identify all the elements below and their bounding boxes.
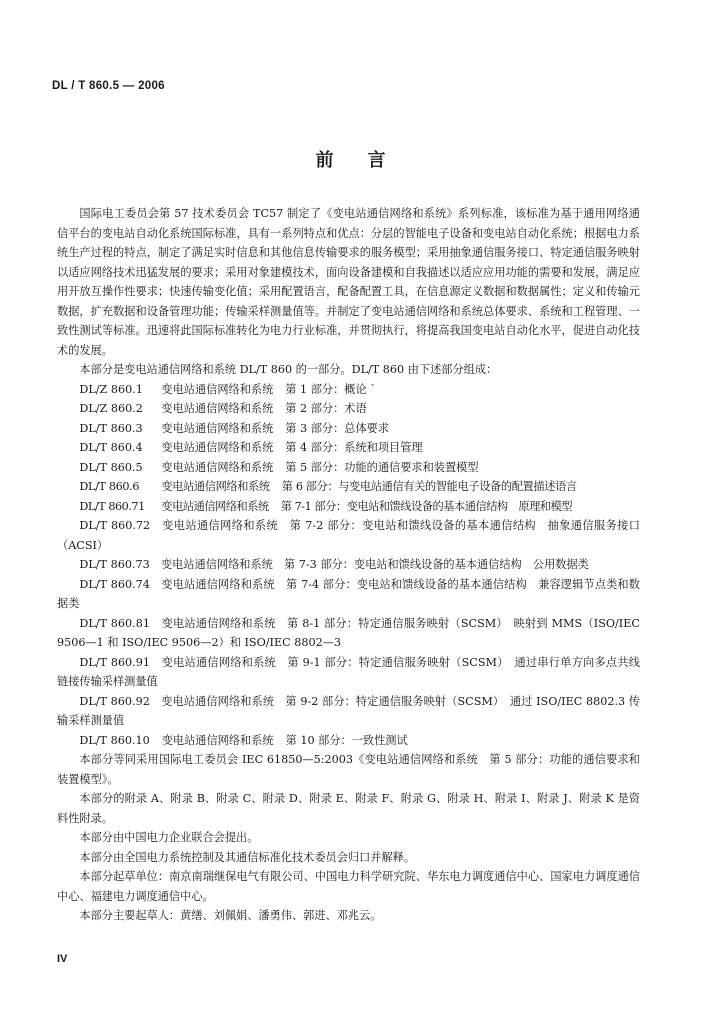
title-char-1: 前 — [315, 150, 334, 171]
part-item: DL/T 860.73 变电站通信网络和系统 第 7-3 部分：变电站和馈线设备的基本通信结构 公用数据类 — [79, 558, 589, 571]
part-item: DL/T 860.6 变电站通信网络和系统 第 6 部分：与变电站通信有关的智能电子设备的配置描述语言 — [79, 480, 577, 493]
drafting-units: 本部分起草单位：南京南瑞继保电气有限公司、中国电力科学研究院、华东电力调度通信中心、国家电力调度通信中心、福建电力调度通信中心。 — [57, 870, 640, 903]
page-title — [0, 146, 701, 172]
part-item: DL/Z 860.1 变电站通信网络和系统 第 1 部分：概论 ` — [79, 382, 376, 396]
appendix-statement: 本部分的附录 A、附录 B、附录 C、附录 D、附录 E、附录 F、附录 G、附录 H、附录 I、附录 J、附录 K 是资料性附录。 — [57, 792, 640, 825]
parts-intro: 本部分是变电站通信网络和系统 DL/T 860 的一部分。DL/T 860 由下述部分组成： — [79, 363, 498, 376]
proposer-statement: 本部分由中国电力企业联合会提出。 — [79, 831, 259, 844]
part-item: DL/T 860.71 变电站通信网络和系统 第 7-1 部分：变电站和馈线设备的基本通信结构 原理和模型 — [79, 499, 573, 513]
part-item: DL/T 860.92 变电站通信网络和系统 第 9-2 部分：特定通信服务映射（SCSM） 通过 ISO/IEC 8802.3 传输采样测量值 — [57, 694, 640, 727]
part-item: DL/T 860.4 变电站通信网络和系统 第 4 部分：系统和项目管理 — [79, 441, 423, 454]
part-item: DL/T 860.91 变电站通信网络和系统 第 9-1 部分：特定通信服务映射（SCSM） 通过串行单方向多点共线链接传输采样测量值 — [57, 655, 640, 688]
drafters: 本部分主要起草人：黄缮、刘佩娟、潘勇伟、郭进、邓兆云。 — [79, 909, 382, 922]
part-item: DL/T 860.72 变电站通信网络和系统 第 7-2 部分：变电站和馈线设备的基本通信结构 抽象通信服务接口（ACSI） — [57, 519, 640, 552]
part-item: DL/T 860.3 变电站通信网络和系统 第 3 部分：总体要求 — [79, 421, 390, 435]
page-number: IV — [57, 953, 68, 965]
document-code: DL / T 860.5 — 2006 — [52, 80, 165, 92]
part-item: DL/T 860.10 变电站通信网络和系统 第 10 部分：一致性测试 — [79, 733, 408, 747]
parts-list — [57, 380, 640, 751]
custodian-statement: 本部分由全国电力系统控制及其通信标准化技术委员会归口并解释。 — [79, 850, 416, 864]
intro-paragraph: 国际电工委员会第 57 技术委员会 TC57 制定了《变电站通信网络和系统》系列标准，该标准为基于通用网络通信平台的变电站自动化系统国际标准，具有一系列特点和优点：分层的智能电子设备和变电站自动化系统；根据电力系统生产过程的特点，制定了满足实时信息和其他信息传输要求的服务模型；采用抽象通信服务接口、特定通信服务映射以适应网络技术迅猛发展的要求；采用对象建模技术，面向设备建模和自我描述以适应应用功能的需要和发展，满足应用开放互操作性要求；快速传输变化值；采用配置语言，配备配置工具，在信息源定义数据和数据属性；定义和传输元数据，扩充数据和设备管理功能；传输采样测量值等。并制定了变电站通信网络和系统总体要求、系统和工程管理、一致性测试等标准。迅速将此国际标准转化为电力行业标准，并贯彻执行，将提高我国变电站自动化水平，促进自动化技术的发展。 — [57, 207, 640, 357]
part-item: DL/T 860.74 变电站通信网络和系统 第 7-4 部分：变电站和馈线设备的基本通信结构 兼容逻辑节点类和数据类 — [57, 577, 640, 610]
adoption-statement: 本部分等同采用国际电工委员会 IEC 61850—5:2003《变电站通信网络和系统 第 5 部分：功能的通信要求和装置模型》。 — [57, 753, 640, 786]
part-item: DL/T 860.5 变电站通信网络和系统 第 5 部分：功能的通信要求和装置模型 — [79, 460, 479, 474]
title-char-2: 言 — [367, 150, 386, 171]
part-item: DL/T 860.81 变电站通信网络和系统 第 8-1 部分：特定通信服务映射（SCSM） 映射到 MMS（ISO/IEC 9506—1 和 ISO/IEC 9506—2）和 ISO/IEC 8802—3 — [57, 616, 640, 649]
part-item: DL/Z 860.2 变电站通信网络和系统 第 2 部分：术语 — [79, 402, 367, 415]
document-body — [57, 204, 640, 926]
